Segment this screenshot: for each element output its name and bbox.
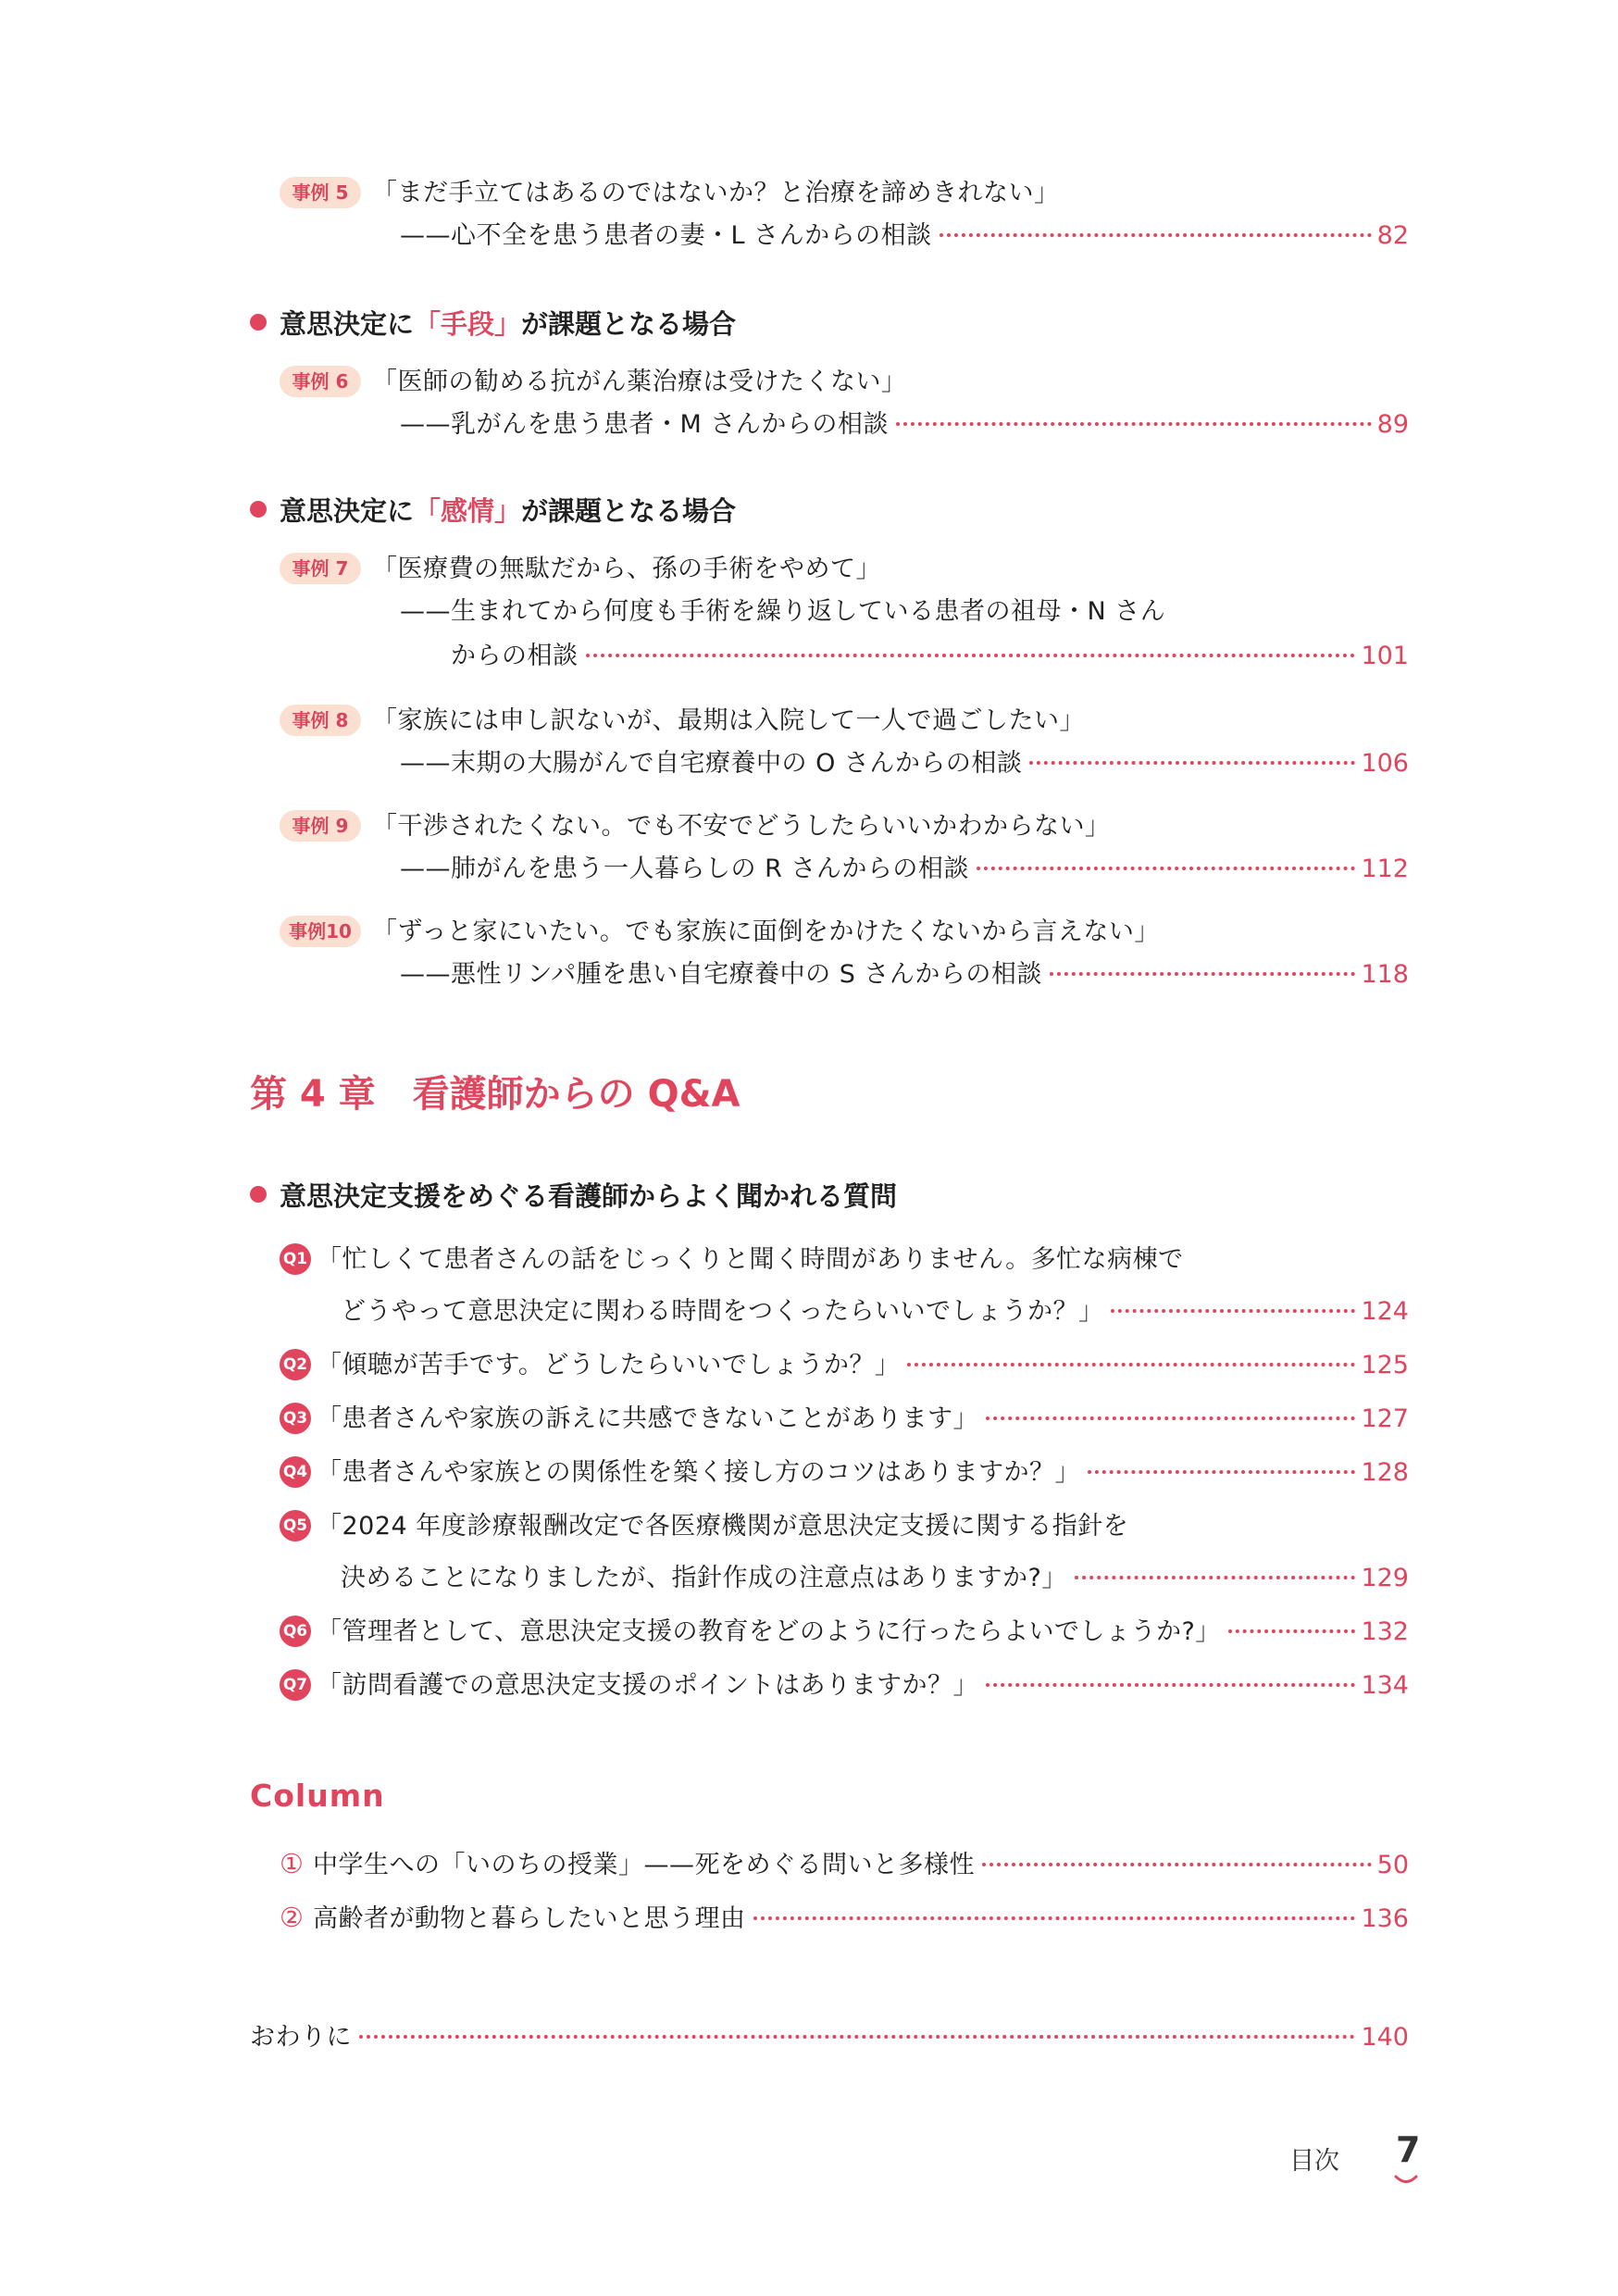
qa-section-heading: 意思決定支援をめぐる看護師からよく聞かれる質問 bbox=[250, 1176, 897, 1214]
leader-dots bbox=[1228, 1629, 1356, 1633]
qa-q7-row[interactable] bbox=[280, 1665, 1409, 1704]
page-number: 50 bbox=[1376, 1851, 1409, 1879]
footer-page-number: 7 bbox=[1396, 2129, 1421, 2170]
leader-dots bbox=[1075, 1576, 1356, 1579]
case-10-sub-row[interactable] bbox=[400, 954, 1409, 990]
leader-dots bbox=[977, 867, 1356, 870]
page-number: 127 bbox=[1361, 1404, 1409, 1433]
leader-dots bbox=[1088, 1470, 1355, 1474]
q-badge-icon: Q2 bbox=[280, 1349, 311, 1380]
case-6-sub-row[interactable] bbox=[400, 404, 1409, 440]
leader-dots bbox=[907, 1363, 1355, 1366]
qa-question-cont: 決めることになりましたが、指針作成の注意点はありますか?」 bbox=[341, 1564, 1067, 1592]
case-subtitle-cont: からの相談 bbox=[451, 642, 579, 670]
qa-question: 「管理者として、意思決定支援の教育をどのように行ったらよいでしょうか?」 bbox=[317, 1617, 1221, 1646]
qa-question: 「忙しくて患者さんの話をじっくりと聞く時間がありません。多忙な病棟で bbox=[317, 1245, 1184, 1274]
case-badge: 事例 6 bbox=[280, 366, 361, 397]
qa-q1-row-1 bbox=[280, 1239, 1184, 1279]
wave-icon bbox=[1394, 2174, 1418, 2185]
leader-dots bbox=[940, 233, 1372, 237]
page-number: 134 bbox=[1361, 1671, 1409, 1700]
leader-dots bbox=[986, 1683, 1355, 1687]
leader-dots bbox=[896, 422, 1372, 426]
case-title: 「家族には申し訳ないが、最期は入院して一人で過ごしたい」 bbox=[372, 706, 1085, 735]
case-title: 「干渉されたくない。でも不安でどうしたらいいかわからない」 bbox=[372, 812, 1111, 841]
leader-dots bbox=[753, 1916, 1356, 1920]
column-item-1[interactable] bbox=[280, 1844, 1409, 1880]
page-number: 82 bbox=[1376, 221, 1409, 250]
page-number: 136 bbox=[1361, 1904, 1409, 1933]
page-number: 140 bbox=[1361, 2023, 1409, 2052]
case-badge: 事例 9 bbox=[280, 810, 361, 842]
case-9-title-row bbox=[280, 805, 1111, 843]
case-5-title-row bbox=[280, 172, 1060, 210]
column-text: 高齢者が動物と暮らしたいと思う理由 bbox=[313, 1904, 746, 1933]
case-subtitle: ——心不全を患う患者の妻・L さんからの相談 bbox=[400, 221, 932, 250]
case-title: 「医師の勧める抗がん薬治療は受けたくない」 bbox=[372, 368, 907, 396]
case-title: 「ずっと家にいたい。でも家族に面倒をかけたくないから言えない」 bbox=[372, 917, 1160, 946]
case-subtitle: ——末期の大腸がんで自宅療養中の O さんからの相談 bbox=[400, 749, 1023, 778]
bullet-icon bbox=[250, 314, 267, 331]
page-number: 112 bbox=[1361, 855, 1409, 883]
case-subtitle: ——生まれてから何度も手術を繰り返している患者の祖母・N さん bbox=[400, 597, 1166, 626]
case-subtitle: ——肺がんを患う一人暮らしの R さんからの相談 bbox=[400, 855, 969, 883]
page-number: 128 bbox=[1361, 1458, 1409, 1487]
case-7-sub-row-2[interactable] bbox=[451, 635, 1409, 671]
page-number: 129 bbox=[1361, 1564, 1409, 1592]
qa-question: 「患者さんや家族の訴えに共感できないことがあります」 bbox=[317, 1404, 978, 1433]
qa-q2-row[interactable] bbox=[280, 1344, 1409, 1384]
column-heading: Column bbox=[250, 1778, 385, 1814]
qa-question-cont: どうやって意思決定に関わる時間をつくったらいいでしょうか？」 bbox=[341, 1297, 1104, 1326]
page-number: 124 bbox=[1361, 1297, 1409, 1326]
case-title: 「医療費の無駄だから、孫の手術をやめて」 bbox=[372, 555, 881, 583]
bullet-icon bbox=[250, 501, 267, 518]
q-badge-icon: Q5 bbox=[280, 1510, 311, 1541]
qa-question: 「患者さんや家族との関係性を築く接し方のコツはありますか？」 bbox=[317, 1458, 1080, 1487]
case-badge: 事例 8 bbox=[280, 705, 361, 736]
qa-q5-row-1 bbox=[280, 1505, 1128, 1545]
afterword-text: おわりに bbox=[250, 2023, 352, 2052]
case-6-title-row bbox=[280, 361, 907, 399]
case-10-title-row bbox=[280, 911, 1160, 949]
column-text: 中学生への「いのちの授業」——死をめぐる問いと多様性 bbox=[313, 1851, 975, 1879]
leader-dots bbox=[986, 1416, 1355, 1420]
qa-q5-row-2[interactable] bbox=[341, 1557, 1409, 1593]
page-number: 132 bbox=[1361, 1617, 1409, 1646]
qa-question: 「2024 年度診療報酬改定で各医療機関が意思決定支援に関する指針を bbox=[317, 1512, 1129, 1541]
qa-q6-row[interactable] bbox=[280, 1611, 1409, 1651]
bullet-icon bbox=[250, 1186, 267, 1203]
page-number: 125 bbox=[1361, 1351, 1409, 1379]
case-8-sub-row[interactable] bbox=[400, 742, 1409, 779]
qa-q4-row[interactable] bbox=[280, 1452, 1409, 1491]
leader-dots bbox=[1050, 972, 1356, 976]
leader-dots bbox=[1111, 1309, 1355, 1313]
page-number: 118 bbox=[1361, 960, 1409, 989]
q-badge-icon: Q4 bbox=[280, 1456, 311, 1488]
page-number: 101 bbox=[1361, 642, 1409, 670]
q-badge-icon: Q3 bbox=[280, 1403, 311, 1434]
afterword-row[interactable] bbox=[250, 2016, 1409, 2053]
case-9-sub-row[interactable] bbox=[400, 848, 1409, 884]
footer-label: 目次 bbox=[1289, 2147, 1339, 2176]
case-8-title-row bbox=[280, 700, 1085, 738]
qa-q1-row-2[interactable] bbox=[341, 1291, 1409, 1327]
column-item-2[interactable] bbox=[280, 1898, 1409, 1934]
case-badge: 事例 5 bbox=[280, 177, 361, 208]
chapter-4-heading[interactable]: 第 4 章 看護師からの Q&A bbox=[250, 1073, 741, 1116]
leader-dots bbox=[1029, 761, 1355, 765]
page-number: 89 bbox=[1376, 410, 1409, 439]
case-5-sub-row[interactable] bbox=[400, 215, 1409, 251]
circled-one-icon: ① bbox=[280, 1848, 304, 1879]
case-title: 「まだ手立てはあるのではないか？と治療を諦めきれない」 bbox=[372, 179, 1060, 207]
page-number: 106 bbox=[1361, 749, 1409, 778]
leader-dots bbox=[982, 1863, 1372, 1866]
section-emotion-heading: 意思決定に 「感情」 が課題となる場合 bbox=[250, 491, 736, 529]
qa-q3-row[interactable] bbox=[280, 1398, 1409, 1438]
qa-question: 「傾聴が苦手です。どうしたらいいでしょうか？」 bbox=[317, 1351, 901, 1379]
case-7-sub-row-1 bbox=[400, 591, 1165, 627]
q-badge-icon: Q1 bbox=[280, 1243, 311, 1275]
leader-dots bbox=[359, 2035, 1355, 2039]
section-means-heading: 意思決定に 「手段」 が課題となる場合 bbox=[250, 304, 736, 342]
leader-dots bbox=[586, 654, 1356, 657]
q-badge-icon: Q7 bbox=[280, 1669, 311, 1701]
case-badge: 事例10 bbox=[280, 916, 361, 947]
case-subtitle: ——悪性リンパ腫を患い自宅療養中の S さんからの相談 bbox=[400, 960, 1042, 989]
case-7-title-row bbox=[280, 548, 881, 586]
circled-two-icon: ② bbox=[280, 1902, 304, 1933]
case-subtitle: ——乳がんを患う患者・M さんからの相談 bbox=[400, 410, 889, 439]
qa-question: 「訪問看護での意思決定支援のポイントはありますか？」 bbox=[317, 1671, 978, 1700]
case-badge: 事例 7 bbox=[280, 553, 361, 584]
q-badge-icon: Q6 bbox=[280, 1616, 311, 1647]
